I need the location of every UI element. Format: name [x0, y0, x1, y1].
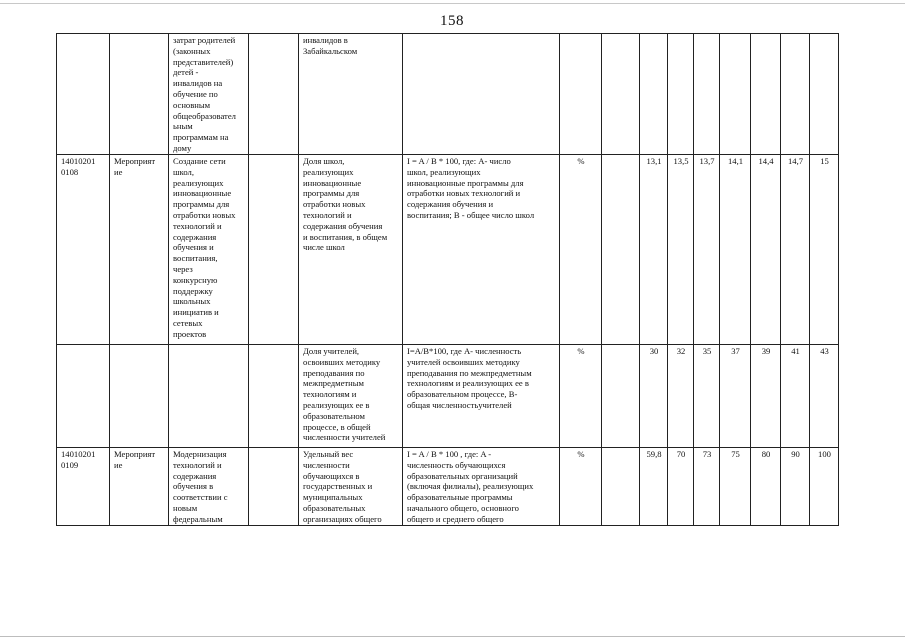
value-cell: 14,7: [781, 155, 810, 345]
indicator-cell: Доля учителей, освоивших методику преподавания по межпредметным технологиям и реализующих ее в образовательном процессе, в общей численности учителей: [299, 345, 403, 448]
formula-cell: I=A/B*100, где A- численность учителей освоивших методику преподавания по межпредметным технологиям и реализующих ее в образовательном процессе, В- общая численностьучителей: [403, 345, 560, 448]
scan-edge-bottom: [0, 636, 905, 637]
unit-cell: [560, 34, 602, 155]
value-cell: 35: [694, 345, 720, 448]
formula-cell: I = A / B * 100 , где: A - численность обучающихся образовательных организаций (включая филиалы), реализующих образовательные программы начального общего, основного общего и среднего общего: [403, 448, 560, 526]
indicator-cell: Доля школ, реализующих инновационные программы для отработки новых технологий и содержания обучения и воспитания, в общем числе школ: [299, 155, 403, 345]
type-cell: Мероприят ие: [110, 155, 169, 345]
value-cell: [810, 34, 839, 155]
value-cell: 41: [781, 345, 810, 448]
value-cell: [602, 155, 640, 345]
value-cell: 13,7: [694, 155, 720, 345]
code-cell: 14010201 0109: [57, 448, 110, 526]
value-cell: 59,8: [640, 448, 668, 526]
table-row: [57, 345, 874, 448]
value-cell: 32: [668, 345, 694, 448]
empty-cell: [249, 155, 299, 345]
scan-edge-top: [0, 3, 905, 4]
type-cell: [110, 34, 169, 155]
value-cell: [640, 34, 668, 155]
value-cell: 73: [694, 448, 720, 526]
empty-cell: [249, 345, 299, 448]
measure-name-cell: [169, 345, 249, 448]
value-cell: 14,4: [751, 155, 781, 345]
table-row: [57, 155, 874, 345]
value-cell: [720, 34, 751, 155]
value-cell: [602, 34, 640, 155]
program-table: [56, 33, 874, 526]
code-cell: [57, 34, 110, 155]
table-row: [57, 448, 874, 526]
value-cell: [751, 34, 781, 155]
measure-name-cell: Создание сети школ, реализующих инновационные программы для отработки новых технологий и содержания обучения и воспитания, через конкурсную поддержку школьных инициатив и сетевых проектов: [169, 155, 249, 345]
value-cell: 80: [751, 448, 781, 526]
unit-cell: %: [560, 345, 602, 448]
value-cell: 100: [810, 448, 839, 526]
code-cell: [57, 345, 110, 448]
value-cell: 13,5: [668, 155, 694, 345]
value-cell: [694, 34, 720, 155]
unit-cell: %: [560, 448, 602, 526]
indicator-cell: инвалидов в Забайкальском: [299, 34, 403, 155]
value-cell: [602, 345, 640, 448]
value-cell: 15: [810, 155, 839, 345]
formula-cell: I = A / B * 100, где: A- число школ, реализующих инновационные программы для отработки новых технологий и содержания обучения и воспитания; B - общее число школ: [403, 155, 560, 345]
value-cell: 37: [720, 345, 751, 448]
value-cell: 39: [751, 345, 781, 448]
measure-name-cell: затрат родителей (законных представителей) детей - инвалидов на обучение по основным общеобразовател ьным программам на дому: [169, 34, 249, 155]
type-cell: Мероприят ие: [110, 448, 169, 526]
value-cell: 30: [640, 345, 668, 448]
value-cell: 14,1: [720, 155, 751, 345]
empty-cell: [249, 448, 299, 526]
value-cell: [668, 34, 694, 155]
measure-name-cell: Модернизация технологий и содержания обучения в соответствии с новым федеральным: [169, 448, 249, 526]
value-cell: 43: [810, 345, 839, 448]
code-cell: 14010201 0108: [57, 155, 110, 345]
value-cell: 70: [668, 448, 694, 526]
value-cell: 75: [720, 448, 751, 526]
type-cell: [110, 345, 169, 448]
unit-cell: %: [560, 155, 602, 345]
value-cell: 13,1: [640, 155, 668, 345]
value-cell: [781, 34, 810, 155]
formula-cell: [403, 34, 560, 155]
table-row: [57, 34, 874, 155]
indicator-cell: Удельный вес численности обучающихся в государственных и муниципальных образовательных организациях общего: [299, 448, 403, 526]
page-number: 158: [440, 13, 464, 29]
value-cell: [602, 448, 640, 526]
value-cell: 90: [781, 448, 810, 526]
empty-cell: [249, 34, 299, 155]
